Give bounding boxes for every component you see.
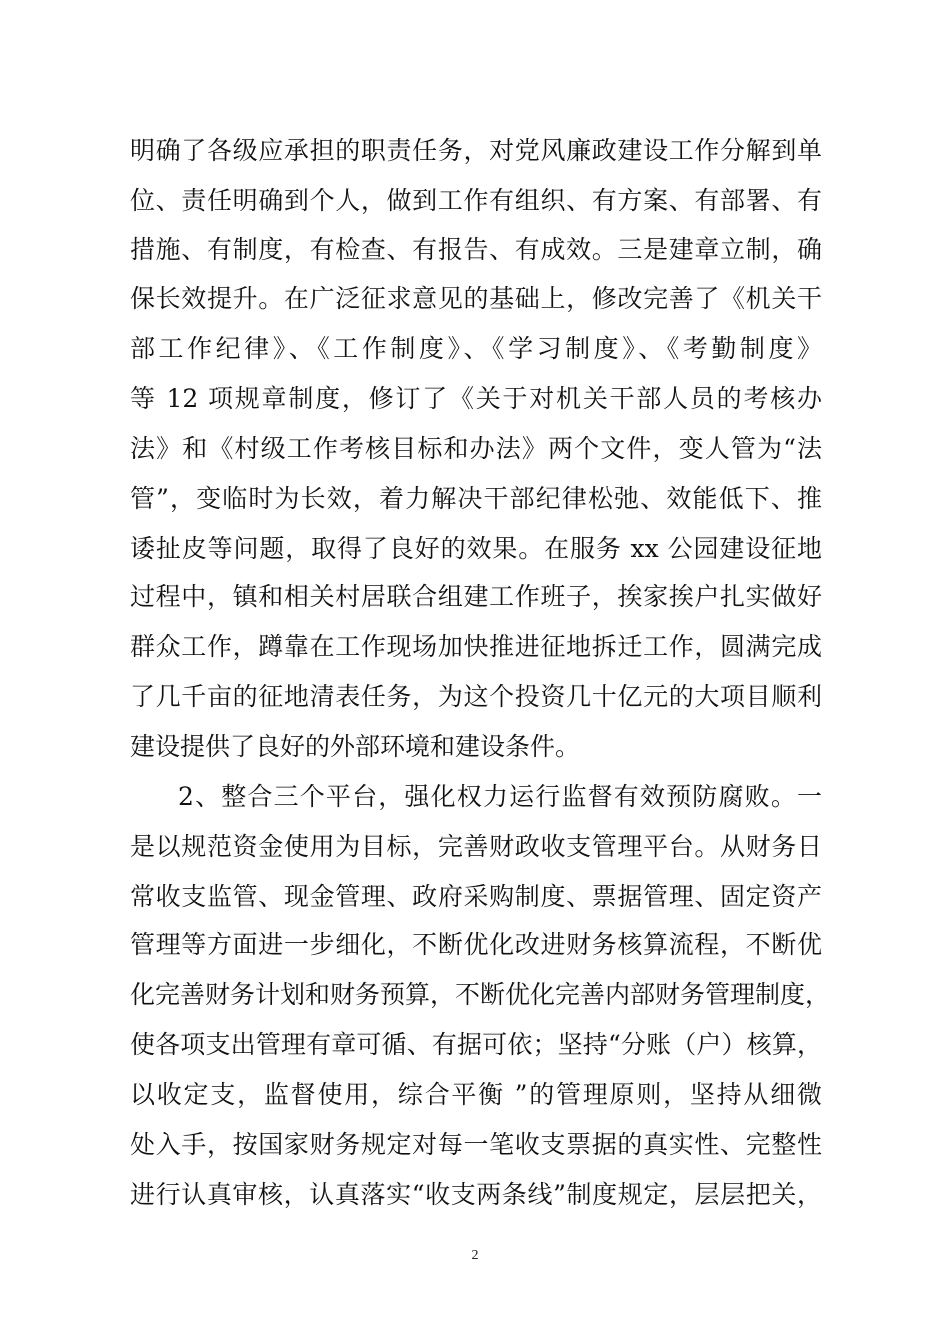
- text-line: 了几千亩的征地清表任务，为这个投资几十亿元的大项目顺利: [130, 682, 822, 711]
- text-line: 保长效提升。在广泛征求意见的基础上，修改完善了《机关干: [130, 284, 822, 313]
- text-line: 管理等方面进一步细化，不断优化改进财务核算流程，不断优: [130, 930, 822, 959]
- text-line: 等 12 项规章制度，修订了《关于对机关干部人员的考核办: [130, 384, 822, 413]
- text-line: 常收支监管、现金管理、政府采购制度、票据管理、固定资产: [130, 882, 822, 911]
- text-line: 诿扯皮等问题，取得了良好的效果。在服务 xx 公园建设征地: [130, 534, 822, 563]
- text-line: 位、责任明确到个人，做到工作有组织、有方案、有部署、有: [130, 186, 822, 215]
- text-line: 以收定支，监督使用，综合平衡 ”的管理原则，坚持从细微: [130, 1080, 822, 1109]
- text-line: 处入手，按国家财务规定对每一笔收支票据的真实性、完整性: [130, 1130, 822, 1159]
- text-line: 使各项支出管理有章可循、有据可依；坚持“分账（户）核算，: [130, 1030, 822, 1059]
- text-line: 进行认真审核，认真落实“收支两条线”制度规定，层层把关，: [130, 1180, 822, 1209]
- text-line: 建设提供了良好的外部环境和建设条件。: [130, 732, 581, 761]
- text-line: 明确了各级应承担的职责任务，对党风廉政建设工作分解到单: [130, 136, 822, 165]
- paragraph-heading-line: 2、整合三个平台，强化权力运行监督有效预防腐败。一: [178, 782, 822, 811]
- text-line: 过程中，镇和相关村居联合组建工作班子，挨家挨户扎实做好: [130, 582, 822, 611]
- text-line: 群众工作，蹲靠在工作现场加快推进征地拆迁工作，圆满完成: [130, 632, 822, 661]
- text-line: 部工作纪律》、《工作制度》、《学习制度》、《考勤制度》: [130, 334, 822, 363]
- text-line: 法》和《村级工作考核目标和办法》两个文件，变人管为“法: [130, 434, 822, 463]
- text-line: 是以规范资金使用为目标，完善财政收支管理平台。从财务日: [130, 832, 822, 861]
- page-number: 2: [471, 1248, 479, 1263]
- text-line: 管”，变临时为长效，着力解决干部纪律松弛、效能低下、推: [130, 484, 822, 513]
- text-line: 措施、有制度，有检查、有报告、有成效。三是建章立制，确: [130, 235, 822, 264]
- text-line: 化完善财务计划和财务预算，不断优化完善内部财务管理制度，: [130, 980, 831, 1009]
